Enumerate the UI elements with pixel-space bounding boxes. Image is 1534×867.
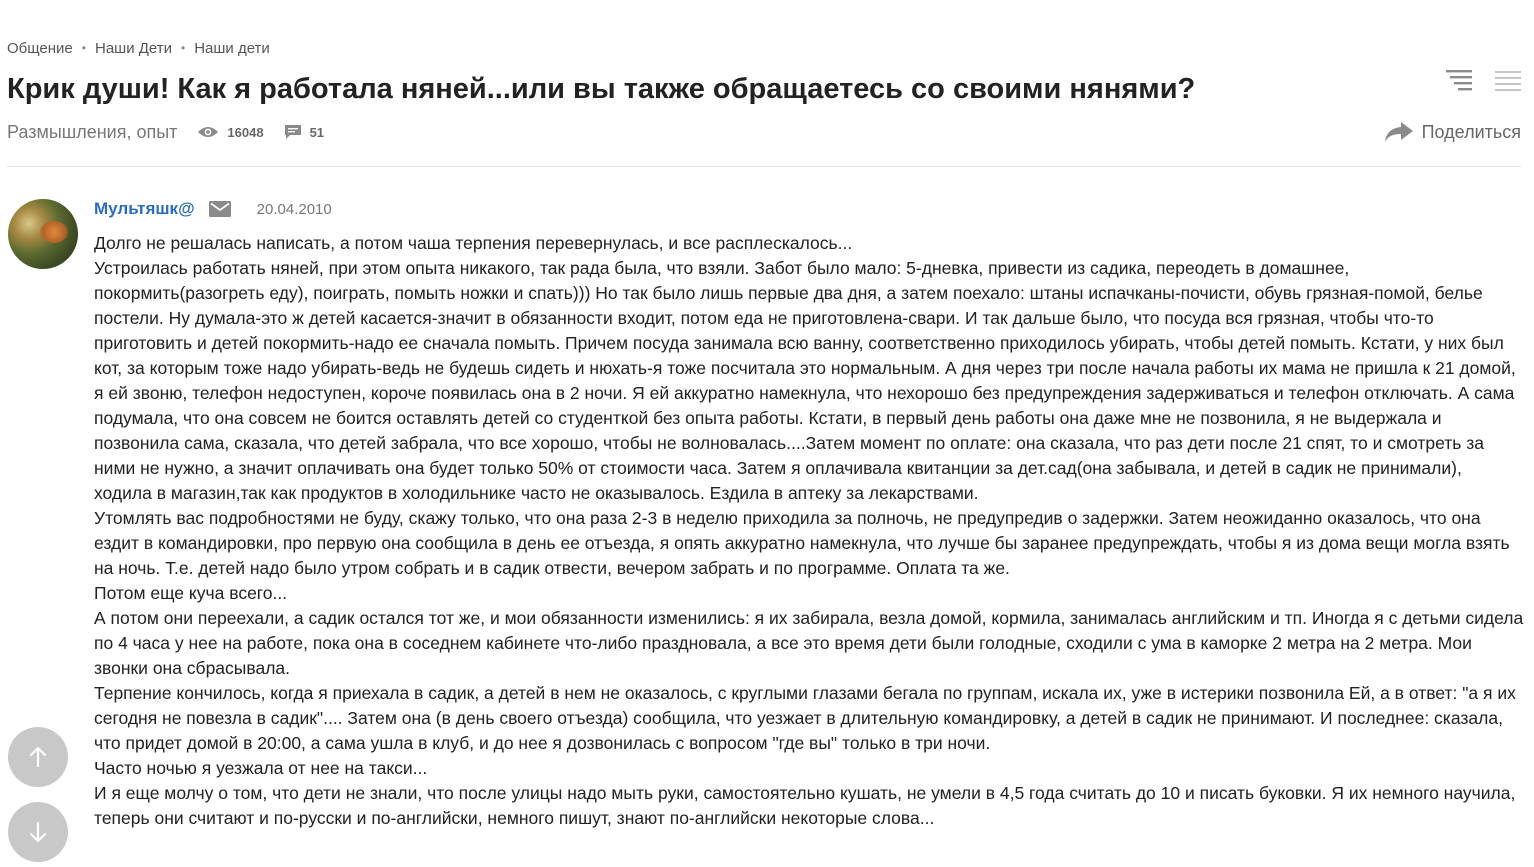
breadcrumb-item-obshchenie[interactable]: Общение	[7, 39, 73, 57]
list-view-icon	[1494, 68, 1522, 94]
tree-view-button[interactable]	[1444, 68, 1474, 94]
post-paragraph: Утомлять вас подробностями не буду, скажу только, что она раза 2-3 в неделю приходила за полночь, не предупредив о задержки. Затем неожиданно оказалось, что она ездит в командировки, про первую она сообщила в день ее отъезда, я опять аккуратно намекнула, что лучше бы заранее предупреждать, чтобы я из дома вещи могла взять на ночь. Т.е. детей надо было утром собрать и в садик отвести, вечером забрать и по программе. Оплата та же.	[94, 508, 1510, 578]
breadcrumb-separator: •	[81, 41, 86, 55]
header-divider	[7, 166, 1521, 167]
scroll-up-button[interactable]	[8, 727, 68, 787]
breadcrumb	[7, 38, 270, 58]
breadcrumb-item-nashi-deti-sub[interactable]: Наши дети	[194, 39, 270, 57]
page-title: Крик души! Как я работала няней...или вы также обращаетесь со своими нянями?	[7, 73, 1196, 105]
breadcrumb-item-nashi-deti[interactable]: Наши Дети	[94, 39, 172, 57]
avatar[interactable]	[8, 199, 78, 269]
comment-icon	[284, 124, 302, 140]
scroll-down-button[interactable]	[8, 802, 68, 862]
share-arrow-icon	[1384, 121, 1414, 143]
comments-value: 51	[309, 124, 325, 140]
breadcrumb-separator: •	[181, 41, 186, 55]
tree-view-icon	[1444, 68, 1474, 94]
post-paragraph: И я еще молчу о том, что дети не знали, что после улицы надо мыть руки, самостоятельно кушать, не умели в 4,5 года считать до 10 и писать буковки. Я их немного научила, теперь они считают и по-русски и по-английски, немного пишут, знают по-английски некоторые слова...	[94, 783, 1516, 828]
arrow-up-icon	[29, 746, 47, 768]
views-value: 16048	[227, 124, 264, 140]
post-paragraph: А потом они переехали, а садик остался тот же, и мои обязанности изменились: я их забирала, везла домой, кормила, занималась английским и тп. Иногда я с детьми сидела по 4 часа у нее на работе, пока она в соседнем кабинете что-либо праздновала, а все это время дети были голодные, сходили с ума в каморке 2 метра на 2 метра. Мои звонки она сбрасывала.	[94, 608, 1524, 678]
post-paragraph: Долго не решалась написать, а потом чаша терпения перевернулась, и все расплескалось...	[94, 233, 853, 253]
post-body	[94, 231, 1524, 831]
topic-category[interactable]: Размышления, опыт	[7, 121, 178, 142]
comments-count	[284, 124, 324, 140]
eye-icon	[197, 125, 219, 139]
post-paragraph: Устроилась работать няней, при этом опыта никакого, так рада была, что взяли. Забот было мало: 5-дневка, привести из садика, переодеть в домашнее, покормить(разогреть еду), поиграть, помыть ножки и спать))) Но так было лишь первые два дня, а затем поехало: штаны испачканы-почисти, обувь грязная-помой, белье постели. Ну думала-это ж детей касается-значит в обязанности входит, потом еда не приготовлена-свари. И так дальше было, что посуда вся грязная, чтобы что-то приготовить и детей покормить-надо ее сначала помыть. Причем посуда занимала всю ванну, соответственно приходилось убирать, чтобы детей помыть. Кстати, у них был кот, за которым тоже надо убирать-ведь не будешь сидеть и нюхать-я тоже посчитала это нормальным. А дня через три после начала работы их мама не пришла к 21 домой, я ей звоню, телефон недоступен, короче появилась она в 2 ночи. Я ей аккуратно намекнула, что нехорошо без предупреждения задерживаться и телефон отключать. А сама подумала, что она совсем не боится оставлять детей со студенткой без опыта работы. Кстати, в первый день работы она даже мне не позвонила, я не выдержала и позвонила сама, сказала, что детей забрала, что все хорошо, чтобы не волновалась....Затем момент по оплате: она сказала, что раз дети после 21 спят, то и смотреть за ними не нужно, а значит оплачивать она будет только 50% от стоимости часа. Затем я оплачивала квитанции за дет.сад(она забывала, и детей в садик не принимали), ходила в магазин,так как продуктов в холодильнике часто не оказывалось. Ездила в аптеку за лекарствами.	[94, 258, 1516, 503]
post-date: 20.04.2010	[256, 200, 332, 218]
post-paragraph: Терпение кончилось, когда я приехала в садик, а детей в нем не оказалось, с круглыми глазами бегала по группам, искала их, уже в истерики позвонила Ей, а в ответ: "а я их сегодня не повезла в садик".... Затем она (в день своего отъезда) сообщила, что уезжает в длительную командировку, а детей в садик не принимают. И последнее: сказала, что придет домой в 20:00, а сама ушла в клуб, и до нее я дозвонилась с вопросом "где вы" только в три ночи.	[94, 683, 1516, 753]
author-link[interactable]: Мультяшк@	[94, 199, 195, 218]
post-paragraph: Потом еще куча всего...	[94, 583, 288, 603]
send-message-button[interactable]	[209, 201, 231, 217]
list-view-button[interactable]	[1494, 68, 1522, 94]
post-header	[94, 198, 332, 220]
views-count	[197, 125, 263, 140]
mail-icon	[209, 201, 231, 217]
topic-meta	[7, 120, 344, 144]
arrow-down-icon	[29, 821, 47, 843]
post-paragraph: Часто ночью я уезжала от нее на такси...	[94, 758, 428, 778]
share-button[interactable]	[1384, 118, 1521, 146]
share-label: Поделиться	[1421, 121, 1521, 142]
